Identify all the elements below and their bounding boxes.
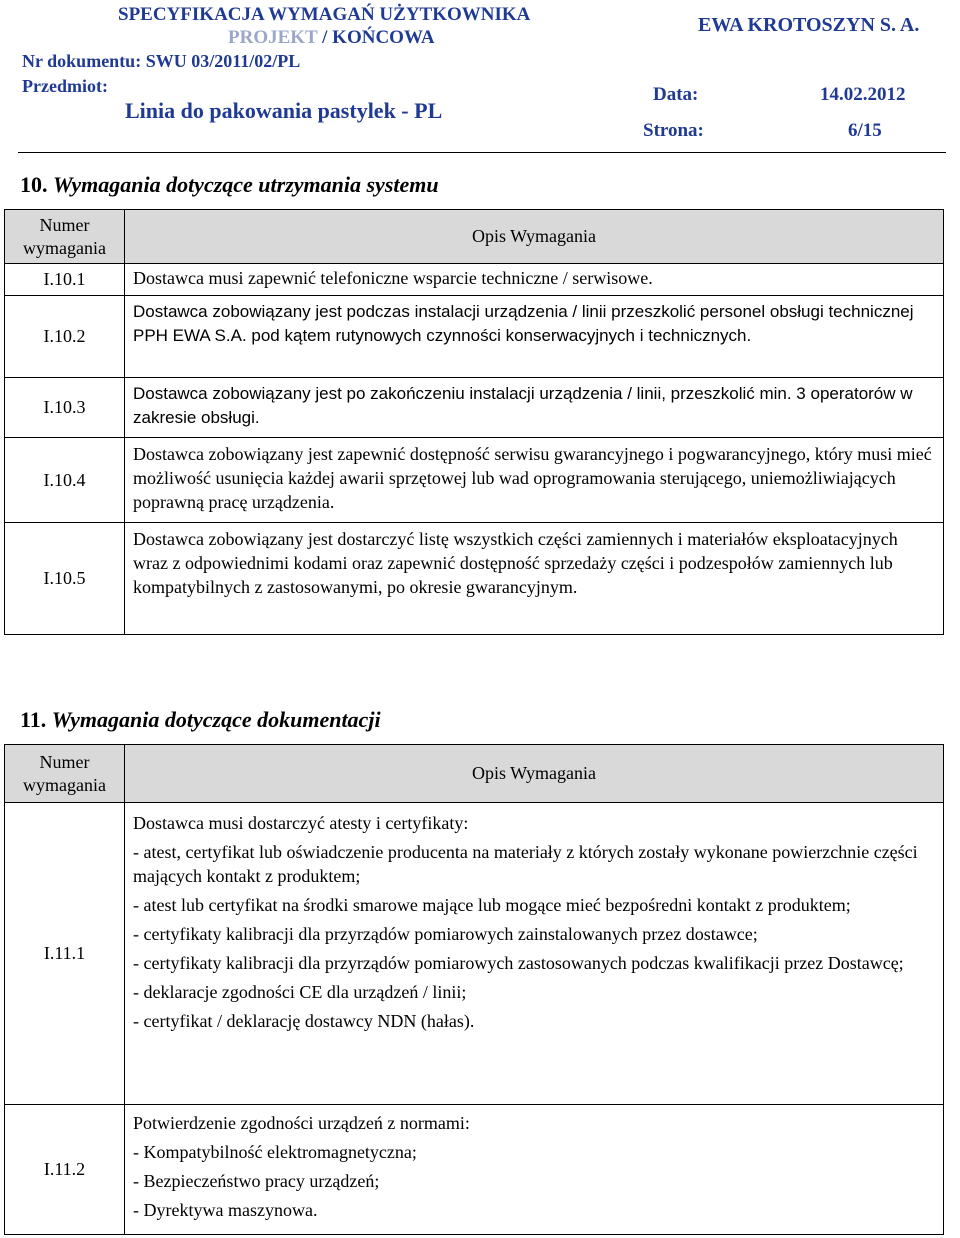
spec-title: SPECYFIKACJA WYMAGAŃ UŻYTKOWNIKA [118, 4, 531, 25]
section-10-heading: Wymagania dotyczące utrzymania systemu [53, 172, 439, 197]
table-row [5, 523, 944, 635]
project-status [228, 27, 435, 49]
table-row [5, 438, 944, 523]
table-row [5, 378, 944, 438]
subject-label: Przedmiot: [22, 76, 108, 96]
table-row [5, 803, 944, 1105]
section-10-title [20, 172, 439, 198]
requirement-description [125, 803, 944, 1105]
column-header-description: Opis Wymagania [125, 745, 944, 803]
requirement-line: - atest, certyfikat lub oświadczenie producenta na materiały z których zostały wykonane powierzchnie części mających kontakt z produktem; [133, 842, 918, 886]
requirement-description: Dostawca zobowiązany jest po zakończeniu instalacji urządzenia / linii, przeszkolić min. 3 operatorów w zakresie obsługi. [125, 378, 944, 438]
documentation-requirements-table [4, 744, 944, 1235]
requirement-description: Dostawca zobowiązany jest zapewnić dostępność serwisu gwarancyjnego i pogwarancyjnego, który musi mieć możliwość usunięcia każdej awarii sprzętowej lub wad oprogramowania sterującego, uniemożliwiających poprawną pracę urządzenia. [125, 438, 944, 523]
table-row [5, 296, 944, 378]
requirement-line: - Dyrektywa maszynowa. [133, 1200, 318, 1220]
requirement-description [125, 1105, 944, 1235]
company-name: EWA KROTOSZYN S. A. [698, 14, 920, 36]
section-11-number: 11. [20, 707, 47, 732]
requirement-id: I.11.2 [5, 1105, 125, 1235]
requirement-id: I.10.2 [5, 296, 125, 378]
column-header-description: Opis Wymagania [125, 210, 944, 264]
section-11-title [20, 707, 381, 733]
section-10-number: 10. [20, 172, 48, 197]
requirement-line: - certyfikaty kalibracji dla przyrządów pomiarowych zainstalowanych przez dostawce; [133, 924, 758, 944]
requirement-id: I.10.5 [5, 523, 125, 635]
document-header [0, 0, 960, 150]
section-11-heading: Wymagania dotyczące dokumentacji [51, 707, 381, 732]
document-number: Nr dokumentu: SWU 03/2011/02/PL [22, 51, 301, 71]
requirement-line: - Kompatybilność elektromagnetyczna; [133, 1142, 417, 1162]
requirement-description: Dostawca musi zapewnić telefoniczne wsparcie techniczne / serwisowe. [125, 264, 944, 296]
project-status-final: / KOŃCOWA [322, 27, 435, 48]
column-header-id: Numer wymagania [5, 210, 125, 264]
table-row [5, 1105, 944, 1235]
requirement-description: Dostawca zobowiązany jest dostarczyć listę wszystkich części zamiennych i materiałów eksploatacyjnych wraz z odpowiednimi kodami oraz zapewnić dostępność sprzedaży części i podzespołów zamiennych lub kompatybilnych z zastosowanymi, po okresie gwarancyjnym. [125, 523, 944, 635]
table-row [5, 264, 944, 296]
project-status-draft: PROJEKT [228, 27, 318, 48]
maintenance-requirements-table [4, 209, 944, 635]
date-value: 14.02.2012 [820, 84, 906, 105]
date-label: Data: [653, 84, 699, 105]
requirement-line: - certyfikaty kalibracji dla przyrządów pomiarowych zastosowanych podczas kwalifikacji przez Dostawcę; [133, 953, 904, 973]
requirement-id: I.10.3 [5, 378, 125, 438]
page-value: 6/15 [848, 120, 882, 141]
requirement-id: I.11.1 [5, 803, 125, 1105]
requirement-line: Dostawca musi dostarczyć atesty i certyfikaty: [133, 813, 469, 833]
header-divider [18, 152, 946, 153]
requirement-line: - deklaracje zgodności CE dla urządzeń / linii; [133, 982, 467, 1002]
requirement-line: - Bezpieczeństwo pracy urządzeń; [133, 1171, 380, 1191]
requirement-line: Potwierdzenie zgodności urządzeń z normami: [133, 1113, 470, 1133]
page-label: Strona: [643, 120, 704, 141]
requirement-id: I.10.4 [5, 438, 125, 523]
requirement-line: - certyfikat / deklarację dostawcy NDN (hałas). [133, 1011, 475, 1031]
column-header-id: Numer wymagania [5, 745, 125, 803]
requirement-id: I.10.1 [5, 264, 125, 296]
requirement-description: Dostawca zobowiązany jest podczas instalacji urządzenia / linii przeszkolić personel obsługi technicznej PPH EWA S.A. pod kątem rutynowych czynności konserwacyjnych i technicznych. [125, 296, 944, 378]
requirement-line: - atest lub certyfikat na środki smarowe mające lub mogące mieć bezpośredni kontakt z produktem; [133, 895, 851, 915]
subject-value: Linia do pakowania pastylek - PL [125, 98, 443, 123]
